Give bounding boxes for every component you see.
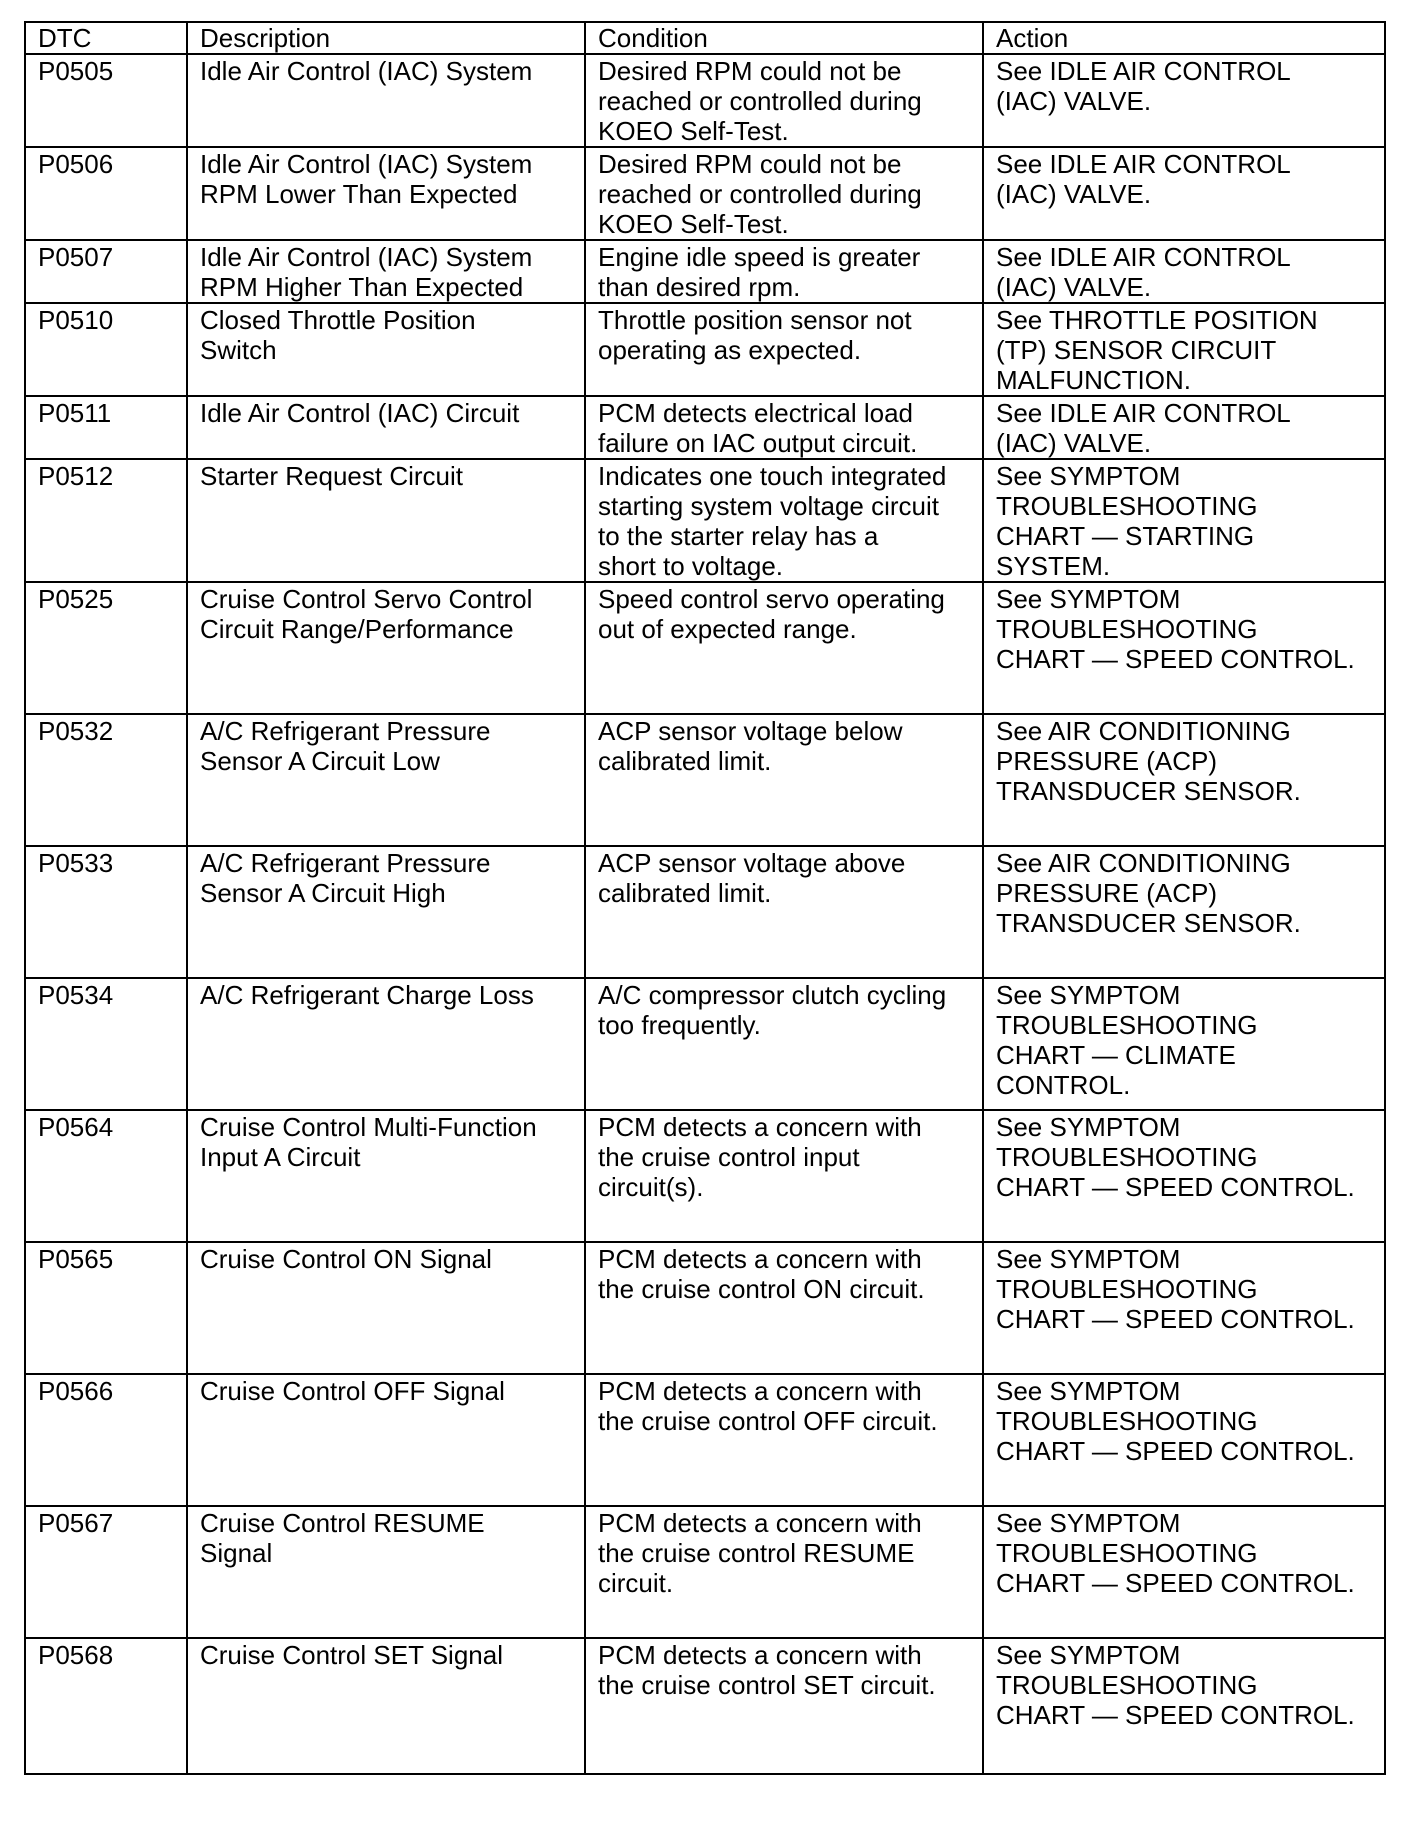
description-cell: A/C Refrigerant Pressure Sensor A Circuit Low <box>187 714 585 846</box>
dtc-code: P0564 <box>25 1110 187 1242</box>
action-cell: See SYMPTOM TROUBLESHOOTING CHART — SPEED CONTROL. <box>983 1110 1385 1242</box>
description-cell: Closed Throttle Position Switch <box>187 303 585 396</box>
header-action: Action <box>983 22 1385 54</box>
condition-cell: PCM detects electrical load failure on IAC output circuit. <box>585 396 983 459</box>
table-row <box>25 582 1385 714</box>
dtc-code: P0505 <box>25 54 187 147</box>
action-cell: See SYMPTOM TROUBLESHOOTING CHART — SPEED CONTROL. <box>983 1374 1385 1506</box>
condition-cell: Throttle position sensor not operating as expected. <box>585 303 983 396</box>
header-description: Description <box>187 22 585 54</box>
dtc-code: P0565 <box>25 1242 187 1374</box>
condition-cell: PCM detects a concern with the cruise control ON circuit. <box>585 1242 983 1374</box>
action-cell: See IDLE AIR CONTROL (IAC) VALVE. <box>983 396 1385 459</box>
table-row <box>25 303 1385 396</box>
action-cell: See THROTTLE POSITION (TP) SENSOR CIRCUIT MALFUNCTION. <box>983 303 1385 396</box>
table-row <box>25 714 1385 846</box>
action-cell: See IDLE AIR CONTROL (IAC) VALVE. <box>983 147 1385 240</box>
description-cell: Cruise Control RESUME Signal <box>187 1506 585 1638</box>
description-cell: Cruise Control Multi-Function Input A Circuit <box>187 1110 585 1242</box>
description-cell: Cruise Control SET Signal <box>187 1638 585 1774</box>
condition-cell: ACP sensor voltage below calibrated limit. <box>585 714 983 846</box>
table-row <box>25 396 1385 459</box>
table-row <box>25 1374 1385 1506</box>
condition-cell: Speed control servo operating out of expected range. <box>585 582 983 714</box>
table-row <box>25 459 1385 582</box>
dtc-code: P0507 <box>25 240 187 303</box>
dtc-code: P0568 <box>25 1638 187 1774</box>
dtc-code: P0567 <box>25 1506 187 1638</box>
action-cell: See SYMPTOM TROUBLESHOOTING CHART — STARTING SYSTEM. <box>983 459 1385 582</box>
description-cell: Cruise Control ON Signal <box>187 1242 585 1374</box>
table-row <box>25 1638 1385 1774</box>
action-cell: See SYMPTOM TROUBLESHOOTING CHART — SPEED CONTROL. <box>983 1242 1385 1374</box>
action-cell: See IDLE AIR CONTROL (IAC) VALVE. <box>983 54 1385 147</box>
table-row <box>25 54 1385 147</box>
condition-cell: PCM detects a concern with the cruise control OFF circuit. <box>585 1374 983 1506</box>
dtc-code: P0533 <box>25 846 187 978</box>
condition-cell: Indicates one touch integrated starting system voltage circuit to the starter relay has a short to voltage. <box>585 459 983 582</box>
description-cell: Cruise Control OFF Signal <box>187 1374 585 1506</box>
description-cell: Idle Air Control (IAC) System <box>187 54 585 147</box>
condition-cell: PCM detects a concern with the cruise control RESUME circuit. <box>585 1506 983 1638</box>
description-cell: Idle Air Control (IAC) Circuit <box>187 396 585 459</box>
dtc-code: P0532 <box>25 714 187 846</box>
dtc-code: P0525 <box>25 582 187 714</box>
condition-cell: Engine idle speed is greater than desired rpm. <box>585 240 983 303</box>
description-cell: A/C Refrigerant Pressure Sensor A Circuit High <box>187 846 585 978</box>
table-row <box>25 1506 1385 1638</box>
description-cell: Idle Air Control (IAC) System RPM Higher Than Expected <box>187 240 585 303</box>
condition-cell: Desired RPM could not be reached or controlled during KOEO Self-Test. <box>585 147 983 240</box>
dtc-table <box>24 21 1386 1775</box>
table-row <box>25 846 1385 978</box>
action-cell: See AIR CONDITIONING PRESSURE (ACP) TRANSDUCER SENSOR. <box>983 846 1385 978</box>
table-row <box>25 1110 1385 1242</box>
action-cell: See SYMPTOM TROUBLESHOOTING CHART — SPEED CONTROL. <box>983 1506 1385 1638</box>
action-cell: See SYMPTOM TROUBLESHOOTING CHART — CLIMATE CONTROL. <box>983 978 1385 1110</box>
description-cell: Cruise Control Servo Control Circuit Range/Performance <box>187 582 585 714</box>
condition-cell: Desired RPM could not be reached or controlled during KOEO Self-Test. <box>585 54 983 147</box>
header-condition: Condition <box>585 22 983 54</box>
condition-cell: ACP sensor voltage above calibrated limit. <box>585 846 983 978</box>
description-cell: A/C Refrigerant Charge Loss <box>187 978 585 1110</box>
action-cell: See IDLE AIR CONTROL (IAC) VALVE. <box>983 240 1385 303</box>
dtc-code: P0511 <box>25 396 187 459</box>
dtc-code: P0566 <box>25 1374 187 1506</box>
action-cell: See SYMPTOM TROUBLESHOOTING CHART — SPEED CONTROL. <box>983 582 1385 714</box>
condition-cell: PCM detects a concern with the cruise control input circuit(s). <box>585 1110 983 1242</box>
condition-cell: A/C compressor clutch cycling too frequently. <box>585 978 983 1110</box>
action-cell: See AIR CONDITIONING PRESSURE (ACP) TRANSDUCER SENSOR. <box>983 714 1385 846</box>
header-row <box>25 22 1385 54</box>
description-cell: Idle Air Control (IAC) System RPM Lower Than Expected <box>187 147 585 240</box>
table-row <box>25 240 1385 303</box>
dtc-code: P0534 <box>25 978 187 1110</box>
table-row <box>25 1242 1385 1374</box>
dtc-code: P0510 <box>25 303 187 396</box>
header-dtc: DTC <box>25 22 187 54</box>
dtc-code: P0506 <box>25 147 187 240</box>
table-row <box>25 147 1385 240</box>
description-cell: Starter Request Circuit <box>187 459 585 582</box>
action-cell: See SYMPTOM TROUBLESHOOTING CHART — SPEED CONTROL. <box>983 1638 1385 1774</box>
condition-cell: PCM detects a concern with the cruise control SET circuit. <box>585 1638 983 1774</box>
table-row <box>25 978 1385 1110</box>
dtc-code: P0512 <box>25 459 187 582</box>
